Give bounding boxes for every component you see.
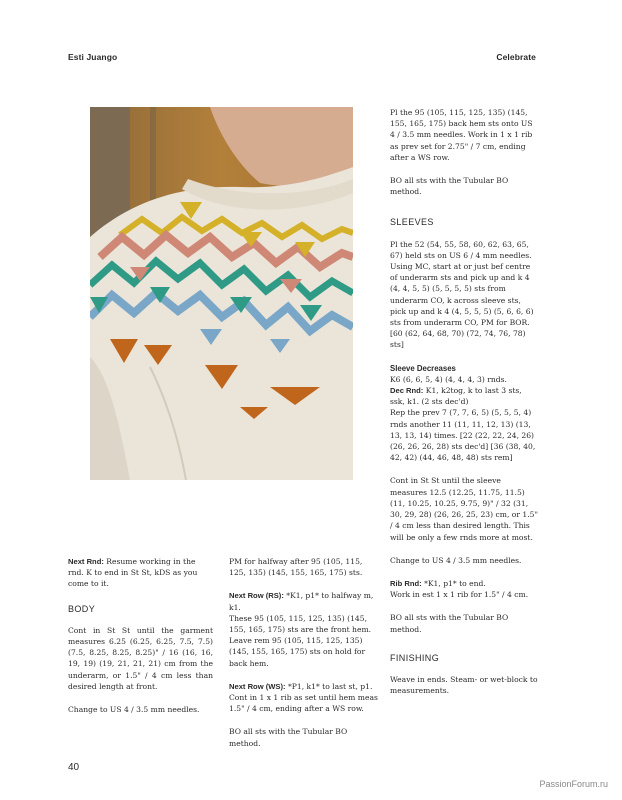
- sleeves-text: Pl the 52 (54, 55, 58, 60, 62, 63, 65, 67) held sts on US 6 / 4 mm needles. Using MC, start at or just bef centre of underarm sts and pick up and k 4 (4, 4, 5, 5) (5, 5, 5, 5) sts from underarm CO, k across sleeve sts, pick up and k 4 (4, 5, 5, 5) (5, 6, 6, 6) sts from underarm CO, PM for BOR. [60 (62, 64, 68, 70) (72, 74, 76, 78) sts]: [390, 239, 534, 350]
- cont-text: Cont in St St until the sleeve measures 12.5 (12.25, 11.75, 11.5) (11, 10.25, 10.25, 9.75, 9)" / 32 (31, 30, 29, 28) (26, 26, 25, 23) cm, or 1.5" / 4 cm less than desired length. This will be only a few rnds more at most.: [390, 476, 538, 542]
- next-rnd-paragraph: [68, 556, 213, 590]
- watermark: PassionForum.ru: [539, 779, 608, 789]
- next-row-rs-label: Next Row (RS):: [229, 591, 284, 601]
- header-title: Celebrate: [496, 52, 536, 62]
- finishing-text: Weave in ends. Steam- or wet-block to measurements.: [390, 674, 538, 696]
- next-row-rs-text: *K1, p1* to halfway m, k1.: [229, 591, 374, 612]
- sleeve-change-text: Change to US 4 / 3.5 mm needles.: [390, 555, 522, 565]
- next-row-rs-paragraph: [229, 590, 379, 612]
- next-row-ws-text: *P1, k1* to last st, p1. Cont in 1 x 1 rib as set until hem meas 1.5" / 4 cm, ending after a WS row.: [229, 681, 378, 714]
- next-row-ws-label: Next Row (WS):: [229, 681, 286, 691]
- column-3: [390, 107, 538, 708]
- column-1: [68, 556, 213, 727]
- sweater-photo: [90, 107, 353, 480]
- k6-text: K6 (6, 6, 5, 4) (4, 4, 4, 3) rnds.: [390, 374, 507, 384]
- sleeves-heading: SLEEVES: [390, 217, 434, 228]
- body-text: Cont in St St until the garment measures 6.25 (6.25, 6.25, 7.5, 7.5) (7.5, 8.25, 8.25, 8.25)" / 16 (16, 16, 19, 19) (19, 21, 21, 21) cm from the underarm, or 1.5" / 4 cm less than desired length at front.: [68, 625, 213, 691]
- rib-rnd-label: Rib Rnd:: [390, 578, 422, 588]
- page-number: 40: [68, 762, 80, 773]
- next-row-ws-paragraph: [229, 681, 379, 715]
- rib-rnd-text: *K1, p1* to end.: [424, 578, 486, 588]
- body-change-text: Change to US 4 / 3.5 mm needles.: [68, 705, 200, 715]
- dec-rnd-text: K1, k2tog, k to last 3 sts, ssk, k1. (2 sts dec'd): [390, 386, 522, 407]
- bo-tubular-text: BO all sts with the Tubular BO method.: [390, 176, 509, 197]
- header-author: Esti Juango: [68, 52, 118, 62]
- bo-text: BO all sts with the Tubular BO method.: [229, 727, 348, 748]
- work-text: Work in est 1 x 1 rib for 1.5" / 4 cm.: [390, 590, 529, 600]
- sleeve-decreases-heading: Sleeve Decreases: [390, 363, 456, 373]
- column-2: [229, 556, 379, 761]
- rep-text: Rep the prev 7 (7, 7, 6, 5) (5, 5, 5, 4) rnds another 11 (11, 11, 12, 13) (13, 13, 13, 14) times. [22 (22, 22, 24, 26) (26, 26, 26, 28) sts dec'd] [36 (38, 40, 42, 42) (44, 46, 48, 48) sts rem]: [390, 408, 536, 463]
- next-rnd-text: Resume working in the rnd. K to end in St St, kDS as you come to it.: [68, 557, 198, 589]
- dec-rnd-paragraph: [390, 385, 538, 407]
- next-rnd-label: Next Rnd:: [68, 557, 104, 566]
- finishing-heading: FINISHING: [390, 652, 440, 663]
- sleeve-bo-text: BO all sts with the Tubular BO method.: [390, 613, 509, 634]
- dec-rnd-label: Dec Rnd:: [390, 386, 424, 396]
- pl-back-text: Pl the 95 (105, 115, 125, 135) (145, 155, 165, 175) back hem sts onto US 4 / 3.5 mm needles. Work in 1 x 1 rib as prev set for 2.75" / 7 cm, ending after a WS row.: [390, 108, 533, 162]
- pm-text: PM for halfway after 95 (105, 115, 125, 135) (145, 155, 165, 175) sts.: [229, 557, 363, 578]
- body-heading: BODY: [68, 603, 96, 614]
- rib-rnd-paragraph: [390, 578, 538, 589]
- these-text: These 95 (105, 115, 125, 135) (145, 155, 165, 175) sts are the front hem. Leave rem 95 (105, 115, 125, 135) (145, 155, 165, 175) sts on hold for back hem.: [229, 613, 372, 668]
